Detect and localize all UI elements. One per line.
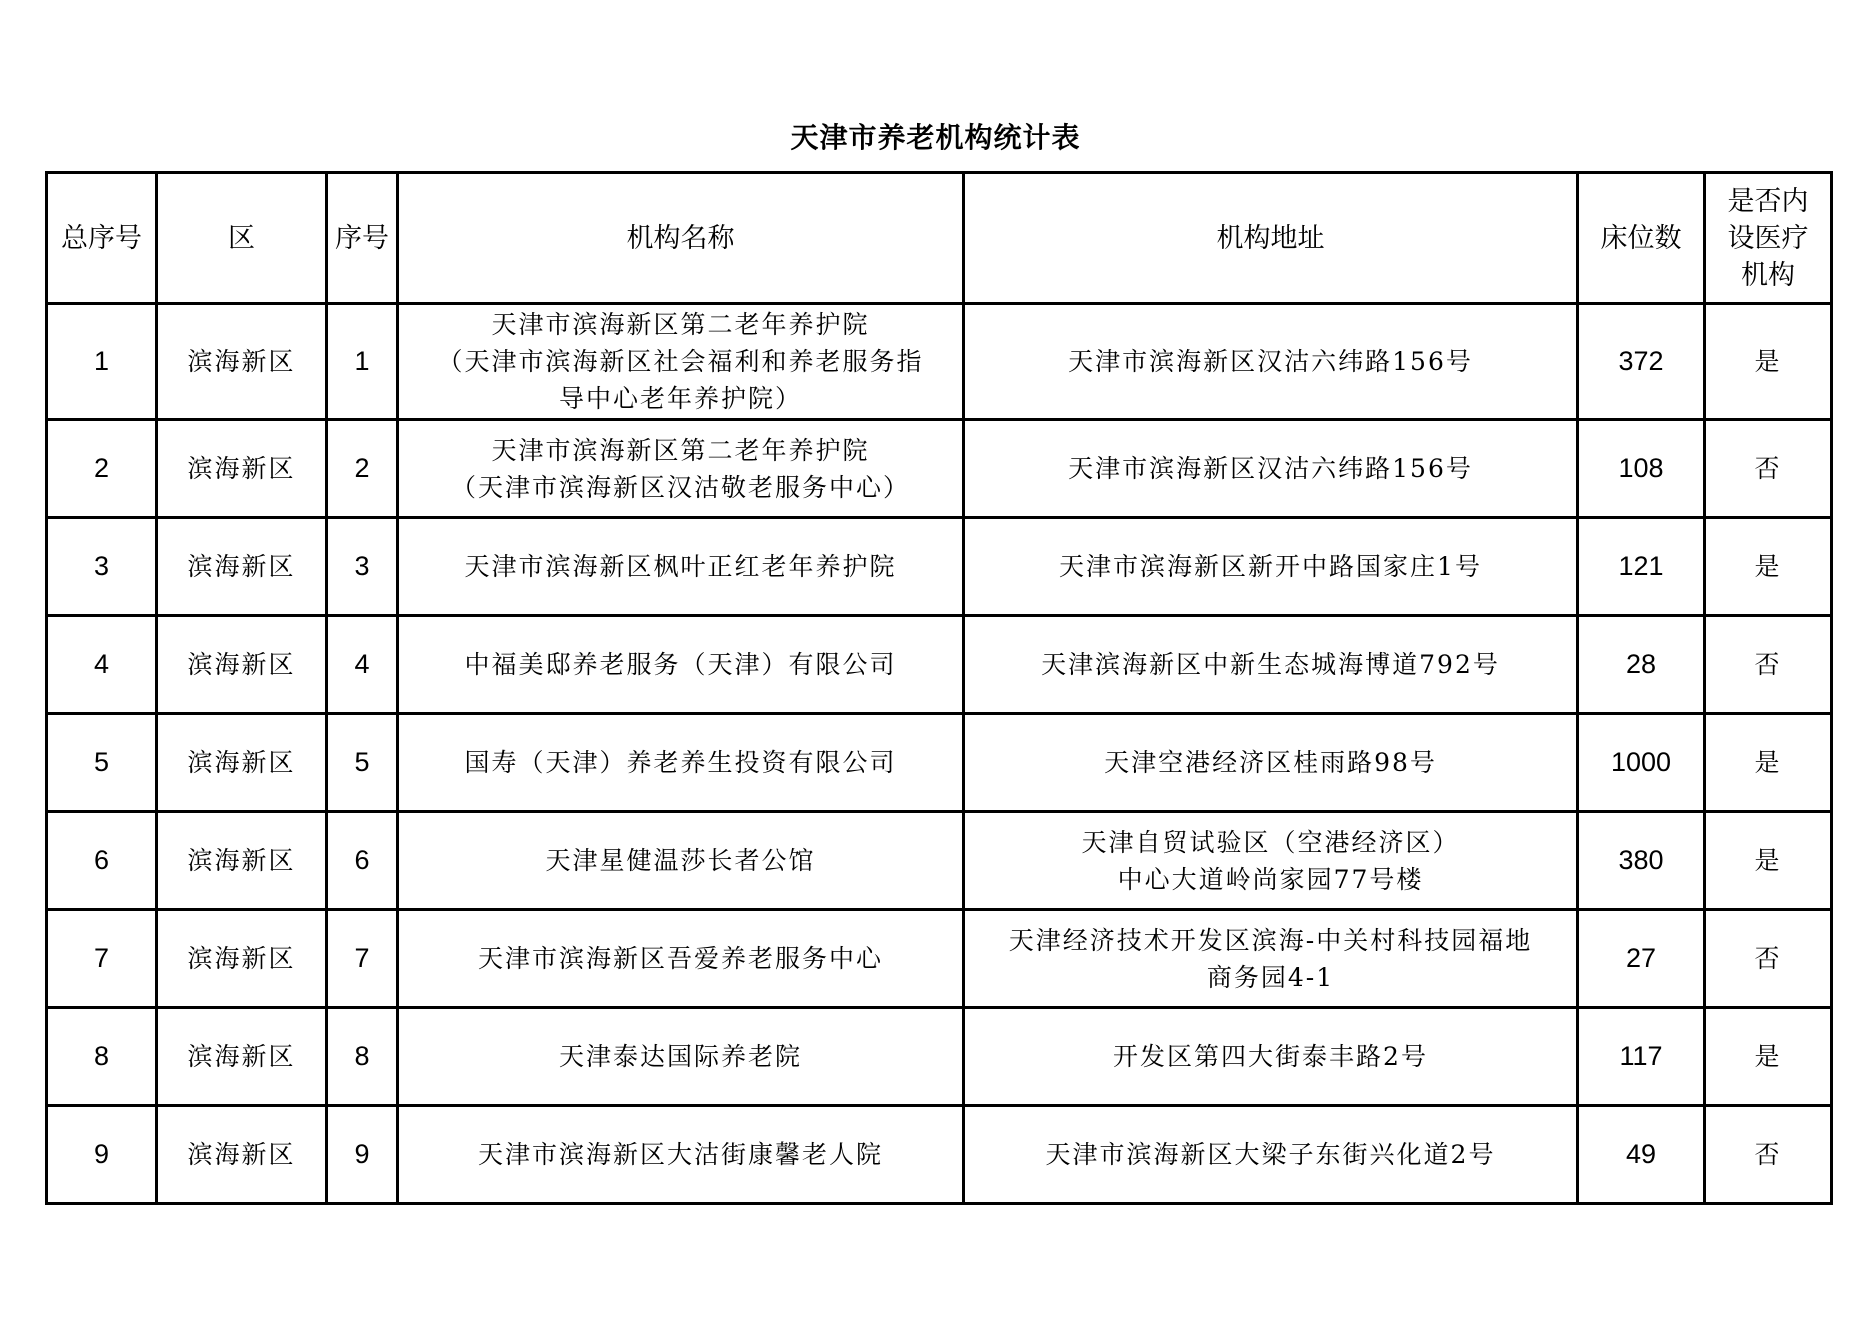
cell-no: 6 — [327, 812, 398, 910]
cell-address — [964, 1008, 1578, 1106]
table-row — [47, 1008, 1832, 1106]
cell-total-no: 7 — [47, 910, 157, 1008]
cell-beds: 108 — [1578, 420, 1705, 518]
document-title: 天津市养老机构统计表 — [790, 121, 1081, 154]
name-line: （天津市滨海新区汉沽敬老服务中心） — [450, 472, 910, 502]
cell-district: 滨海新区 — [157, 1008, 327, 1106]
address-line: 天津市滨海新区汉沽六纬路156号 — [1068, 454, 1473, 483]
table-header-row — [47, 173, 1832, 304]
table-row — [47, 910, 1832, 1008]
cell-beds: 117 — [1578, 1008, 1705, 1106]
address-line: 商务园4-1 — [1206, 962, 1335, 992]
cell-total-no: 2 — [47, 420, 157, 518]
table-row — [47, 304, 1832, 420]
name-line: 天津市滨海新区第二老年养护院 — [491, 435, 870, 465]
cell-total-no: 1 — [47, 304, 157, 420]
name-line: 导中心老年养护院） — [558, 384, 802, 413]
cell-name — [398, 910, 964, 1008]
cell-name — [398, 420, 964, 518]
cell-total-no: 4 — [47, 616, 157, 714]
name-line: 天津市滨海新区大沽街康馨老人院 — [477, 1140, 883, 1169]
cell-no: 1 — [327, 304, 398, 420]
header-name: 机构名称 — [398, 173, 964, 304]
cell-address — [964, 1106, 1578, 1204]
cell-address — [964, 812, 1578, 910]
header-address: 机构地址 — [964, 173, 1578, 304]
address-line: 天津空港经济区桂雨路98号 — [1104, 748, 1437, 777]
cell-name — [398, 812, 964, 910]
name-line: 中福美邸养老服务（天津）有限公司 — [464, 650, 897, 679]
address-line: 开发区第四大街泰丰路2号 — [1113, 1042, 1428, 1071]
cell-no: 8 — [327, 1008, 398, 1106]
cell-medical: 否 — [1705, 1106, 1832, 1204]
cell-medical: 否 — [1705, 616, 1832, 714]
cell-district: 滨海新区 — [157, 616, 327, 714]
name-line: 天津市滨海新区枫叶正红老年养护院 — [464, 552, 897, 581]
table-row — [47, 714, 1832, 812]
cell-address — [964, 910, 1578, 1008]
header-total-no: 总序号 — [47, 173, 157, 304]
cell-medical: 是 — [1705, 1008, 1832, 1106]
cell-beds: 121 — [1578, 518, 1705, 616]
cell-name — [398, 1106, 964, 1204]
cell-medical: 否 — [1705, 420, 1832, 518]
cell-no: 5 — [327, 714, 398, 812]
cell-beds: 28 — [1578, 616, 1705, 714]
cell-no: 2 — [327, 420, 398, 518]
name-line: 国寿（天津）养老养生投资有限公司 — [464, 748, 897, 777]
address-line: 中心大道岭尚家园77号楼 — [1117, 864, 1424, 894]
address-line: 天津自贸试验区（空港经济区） — [1081, 827, 1460, 857]
cell-name — [398, 616, 964, 714]
cell-beds: 27 — [1578, 910, 1705, 1008]
table-row — [47, 616, 1832, 714]
cell-name — [398, 714, 964, 812]
cell-beds: 1000 — [1578, 714, 1705, 812]
cell-total-no: 8 — [47, 1008, 157, 1106]
cell-district: 滨海新区 — [157, 910, 327, 1008]
table-row — [47, 420, 1832, 518]
cell-district: 滨海新区 — [157, 812, 327, 910]
address-line: 天津市滨海新区新开中路国家庄1号 — [1059, 552, 1482, 581]
cell-medical: 是 — [1705, 714, 1832, 812]
cell-medical: 是 — [1705, 518, 1832, 616]
header-medical-line: 机构 — [1741, 259, 1795, 291]
cell-address — [964, 518, 1578, 616]
cell-medical: 是 — [1705, 304, 1832, 420]
name-line: 天津星健温莎长者公馆 — [545, 846, 816, 875]
table-row — [47, 518, 1832, 616]
address-line: 天津市滨海新区大梁子东街兴化道2号 — [1045, 1140, 1496, 1169]
header-no: 序号 — [327, 173, 398, 304]
cell-address — [964, 714, 1578, 812]
table-row — [47, 1106, 1832, 1204]
cell-district: 滨海新区 — [157, 1106, 327, 1204]
table-row — [47, 812, 1832, 910]
cell-name — [398, 1008, 964, 1106]
address-line: 天津市滨海新区汉沽六纬路156号 — [1068, 347, 1473, 376]
cell-address — [964, 616, 1578, 714]
cell-name — [398, 304, 964, 420]
cell-total-no: 3 — [47, 518, 157, 616]
cell-no: 7 — [327, 910, 398, 1008]
address-line: 天津滨海新区中新生态城海博道792号 — [1041, 650, 1500, 679]
cell-beds: 372 — [1578, 304, 1705, 420]
header-medical-line: 是否内 — [1727, 185, 1809, 217]
cell-beds: 49 — [1578, 1106, 1705, 1204]
name-line: （天津市滨海新区社会福利和养老服务指 — [437, 347, 924, 376]
header-medical-line: 设医疗 — [1727, 222, 1809, 254]
cell-district: 滨海新区 — [157, 304, 327, 420]
address-line: 天津经济技术开发区滨海-中关村科技园福地 — [1008, 925, 1533, 955]
cell-district: 滨海新区 — [157, 714, 327, 812]
cell-district: 滨海新区 — [157, 518, 327, 616]
cell-total-no: 5 — [47, 714, 157, 812]
nursing-institutions-table — [45, 171, 1833, 1205]
header-medical — [1705, 173, 1832, 304]
cell-address — [964, 420, 1578, 518]
cell-no: 4 — [327, 616, 398, 714]
cell-district: 滨海新区 — [157, 420, 327, 518]
cell-medical: 否 — [1705, 910, 1832, 1008]
cell-no: 3 — [327, 518, 398, 616]
cell-name — [398, 518, 964, 616]
cell-no: 9 — [327, 1106, 398, 1204]
name-line: 天津市滨海新区吾爱养老服务中心 — [477, 944, 883, 973]
name-line: 天津市滨海新区第二老年养护院 — [491, 310, 870, 339]
name-line: 天津泰达国际养老院 — [558, 1042, 802, 1071]
cell-medical: 是 — [1705, 812, 1832, 910]
cell-total-no: 9 — [47, 1106, 157, 1204]
cell-address — [964, 304, 1578, 420]
cell-beds: 380 — [1578, 812, 1705, 910]
header-district: 区 — [157, 173, 327, 304]
cell-total-no: 6 — [47, 812, 157, 910]
header-beds: 床位数 — [1578, 173, 1705, 304]
